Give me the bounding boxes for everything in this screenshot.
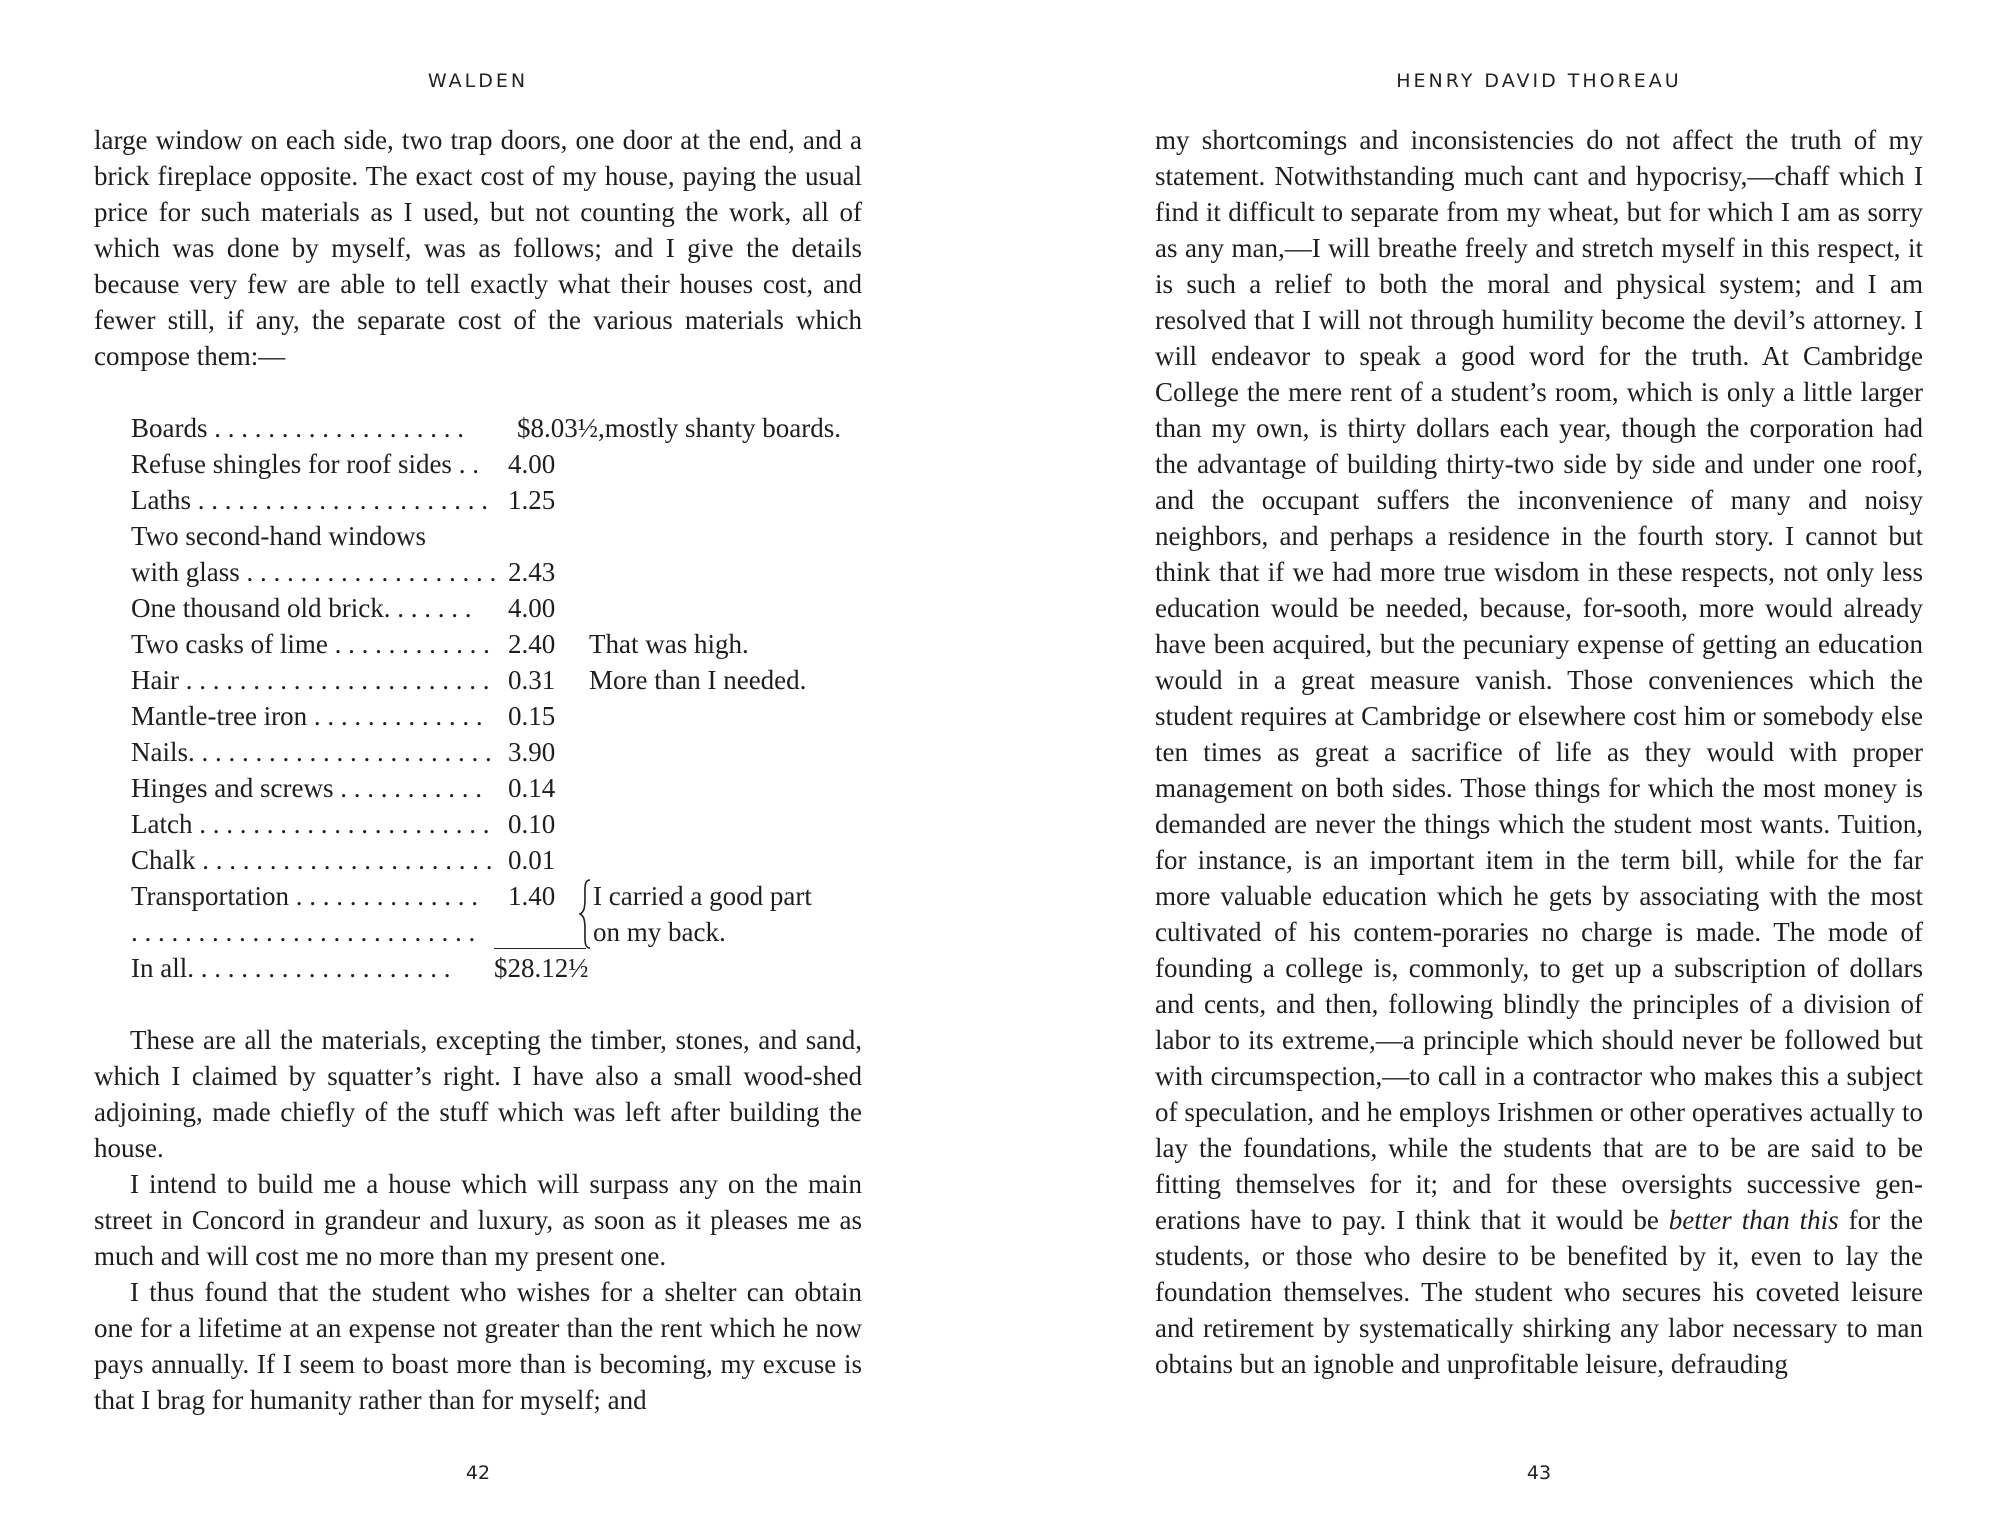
ledger-item: Mantle-tree iron . . . . . . . . . . . . . [131, 701, 483, 731]
running-head-left: WALDEN [427, 70, 529, 92]
ledger-item: with glass . . . . . . . . . . . . . . . . . . . [131, 557, 497, 587]
paragraph-intend: I intend to build me a house which will surpass any on the main street in Concord in grandeur and luxury, as soon as it pleases me as much and will cost me no more than my present one. [94, 1169, 862, 1271]
ledger-item: Transportation . . . . . . . . . . . . . . [131, 881, 479, 911]
ledger-row-windows-glass [131, 554, 862, 590]
ledger-row-hair [131, 662, 862, 698]
ledger-amount: $8.03½,mostly shanty boards. [517, 413, 841, 443]
ledger-note: More than I needed. [589, 665, 807, 695]
ledger-item: One thousand old brick. . . . . . . [131, 593, 472, 623]
text-run: my shortcomings and inconsistencies do not affect the truth of my statement. Notwithstanding much cant and hypocrisy,—chaff which I find it difficult to separate from my wheat, but for which I am as sorry as any man,—I will breathe freely and stretch myself in this respect, it is such a relief to both the moral and physical system; and I am resolved that I will not through humility become the devil’s attorney. I will endeavor to speak a good word for the truth. At Cambridge College the mere rent of a student’s room, which is only a little larger than my own, is thirty dollars each year, though the corporation had the advantage of building thirty-two side by side and under one roof, and the occupant suffers the inconvenience of many and noisy neighbors, and perhaps a residence in the fourth story. I cannot but think that if we had more true wisdom in these respects, not only less education would be needed, because, for-sooth, more would already have been acquired, but the pecuniary expense of getting an education would in a great measure vanish. Those conveniences which the student requires at Cambridge or elsewhere cost him or somebody else ten times as great a sacrifice of life as they would with proper management on both sides. Those things for which the most money is demanded are never the things which the student most wants. Tuition, for instance, is an important item in the term bill, while for the far more valuable education which he gets by associating with the most cultivated of his contem-poraries no charge is made. The mode of founding a college is, commonly, to get up a subscription of dollars and cents, and then, following blindly the principles of a division of labor to its extreme,—a principle which should never be followed but with circumspection,—to call in a contractor who makes this a subject of speculation, and he employs Irishmen or other operatives actually to lay the foundations, while the students that are to be are said to be fitting themselves for it; and for these oversights successive gen-erations have to pay. I think that it would be [1155, 125, 1923, 1235]
ledger-row-nails [131, 734, 862, 770]
ledger-note-line: I carried a good part [593, 881, 812, 911]
ledger-item: Laths . . . . . . . . . . . . . . . . . . . . . . [131, 485, 488, 515]
ledger-amount: 0.15 [508, 701, 556, 731]
ledger-amount: 0.31 [508, 665, 556, 695]
ledger-item: Hinges and screws . . . . . . . . . . . [131, 773, 482, 803]
left-page [94, 0, 862, 1524]
ledger-row-mantle [131, 698, 862, 734]
right-body-text [1155, 122, 1923, 1382]
ledger-row-hinges [131, 770, 862, 806]
page-number-right: 43 [1526, 1462, 1552, 1484]
page-number-left: 42 [465, 1462, 491, 1484]
right-page [1155, 0, 1923, 1524]
ledger-amount: 2.43 [508, 557, 556, 587]
running-head-right: HENRY DAVID THOREAU [1396, 70, 1682, 92]
ledger-row-chalk [131, 842, 862, 878]
text-run: for the students, or those who desire to be benefited by it, even to lay the foundation themselves. The student who secures his coveted leisure and retirement by systematically shirking any labor necessary to man obtains but an ignoble and unprofitable leisure, defrauding [1155, 1205, 1924, 1379]
ledger-amount: 0.14 [508, 773, 556, 803]
ledger-row-windows [131, 518, 862, 554]
ledger-note: That was high. [589, 629, 749, 659]
ledger-item: Refuse shingles for roof sides . . [131, 449, 479, 479]
italic-phrase: better than this [1668, 1205, 1839, 1235]
total-rule [494, 948, 586, 949]
ledger-item: Two casks of lime . . . . . . . . . . . . [131, 629, 490, 659]
ledger-row-leader-dots [131, 914, 862, 950]
ledger-item: Latch . . . . . . . . . . . . . . . . . . . . . . [131, 809, 490, 839]
ledger-note: mostly shanty boards. [604, 413, 841, 443]
ledger-amount: 4.00 [508, 449, 556, 479]
ledger-row-shingles [131, 446, 862, 482]
ledger-row-brick [131, 590, 862, 626]
ledger-row-total [131, 950, 862, 986]
ledger-row-transportation [131, 878, 862, 947]
paragraph-thus: I thus found that the student who wishes for a shelter can obtain one for a lifetime at an expense not greater than the rent which he now pays annually. If I seem to boast more than is becoming, my excuse is that I brag for humanity rather than for myself; and [94, 1277, 862, 1415]
ledger-item: Nails. . . . . . . . . . . . . . . . . . . . . . . [131, 737, 492, 767]
ledger-item: Two second-hand windows [131, 521, 427, 551]
paragraph-intro: large window on each side, two trap doors, one door at the end, and a brick fireplace opposite. The exact cost of my house, paying the usual price for such materials as I used, but not counting the work, all of which was done by myself, was as follows; and I give the details because very few are able to tell exactly what their houses cost, and fewer still, if any, the separate cost of the various materials which compose them:— [94, 125, 862, 371]
ledger-item: Hair . . . . . . . . . . . . . . . . . . . . . . . [131, 665, 490, 695]
ledger-note-line: on my back. [593, 917, 726, 947]
ledger-item: Chalk . . . . . . . . . . . . . . . . . . . . . . [131, 845, 493, 875]
cost-ledger [131, 410, 862, 986]
ledger-amount: 0.01 [508, 845, 556, 875]
ledger-row-lime [131, 626, 862, 662]
ledger-amount: 4.00 [508, 593, 556, 623]
ledger-row-laths [131, 482, 862, 518]
ledger-item: In all. . . . . . . . . . . . . . . . . . . . [131, 953, 451, 983]
ledger-amount: 1.25 [508, 485, 556, 515]
ledger-amount: 2.40 [508, 629, 556, 659]
left-body-text [94, 122, 862, 1418]
paragraph-materials: These are all the materials, excepting the timber, stones, and sand, which I claimed by squatter’s right. I have also a small wood-shed adjoining, made chiefly of the stuff which was left after building the house. [94, 1025, 862, 1163]
ledger-item: . . . . . . . . . . . . . . . . . . . . . . . . . . [131, 917, 476, 947]
ledger-row-latch [131, 806, 862, 842]
ledger-amount: 1.40 [508, 881, 556, 911]
paragraph-right [1155, 122, 1923, 1382]
ledger-row-boards [131, 410, 862, 446]
ledger-amount: 3.90 [508, 737, 556, 767]
ledger-total-amount: $28.12½ [494, 953, 589, 983]
ledger-item: Boards . . . . . . . . . . . . . . . . . . . [131, 413, 464, 443]
ledger-amount: 0.10 [508, 809, 556, 839]
